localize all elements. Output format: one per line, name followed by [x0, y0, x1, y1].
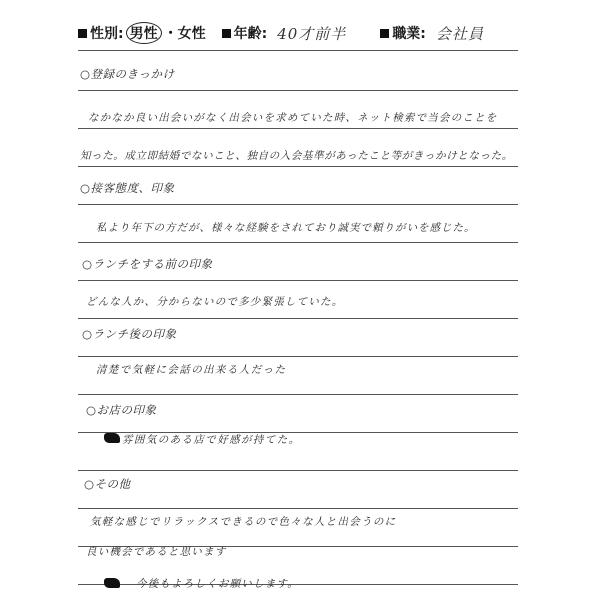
- profile-header: [78, 22, 484, 44]
- ruled-line: [78, 50, 518, 51]
- square-bullet-icon: [380, 29, 389, 38]
- other-line-3: 今後もよろしくお願いします。: [136, 578, 299, 590]
- gender-male-circled: 男性: [126, 22, 162, 44]
- occupation-value: 会社員: [435, 24, 484, 43]
- square-bullet-icon: [78, 29, 87, 38]
- ruled-line: [78, 394, 518, 395]
- section-heading-shop: ○お店の印象: [86, 403, 157, 417]
- gender-field: [78, 22, 206, 44]
- ruled-line: [78, 204, 518, 205]
- age-value: 40才前半: [277, 24, 347, 43]
- ruled-line: [78, 166, 518, 167]
- gender-female: 女性: [177, 26, 206, 42]
- ruled-line: [78, 470, 518, 471]
- ruled-line: [78, 128, 518, 129]
- square-bullet-icon: [222, 29, 231, 38]
- age-label: 年齢:: [233, 26, 268, 42]
- section-heading-registration: ○登録のきっかけ: [80, 67, 175, 81]
- ink-mark-icon: [104, 433, 120, 443]
- registration-line-1: なかなか良い出会いがなく出会いを求めていた時、ネット検索で当会のことを: [88, 112, 498, 124]
- section-heading-service: ○接客態度、印象: [80, 181, 175, 195]
- section-heading-after-lunch: ○ランチ後の印象: [82, 327, 177, 341]
- after-lunch-line-1: 清楚で気軽に会話の出来る人だった: [96, 364, 287, 376]
- occupation-field: [380, 23, 484, 44]
- service-line-1: 私より年下の方だが、様々な経験をされており誠実で頼りがいを感じた。: [96, 222, 476, 234]
- ruled-line: [78, 318, 518, 319]
- section-heading-before-lunch: ○ランチをする前の印象: [82, 257, 213, 271]
- gender-label: 性別:: [90, 26, 124, 42]
- section-heading-other: ○その他: [84, 477, 131, 491]
- ruled-line: [78, 356, 518, 357]
- other-line-1: 気軽な感じでリラックスできるので色々な人と出会うのに: [90, 516, 397, 528]
- gender-separator: ・: [163, 26, 178, 42]
- shop-line-1: 雰囲気のある店で好感が持てた。: [122, 434, 301, 446]
- ruled-line: [78, 242, 518, 243]
- registration-line-2: 知った。成立即結婚でないこと、独自の入会基準があったこと等がきっかけとなった。: [80, 150, 513, 162]
- before-lunch-line-1: どんな人か、分からないので多少緊張していた。: [86, 296, 344, 308]
- other-line-2: 良い機会であると思います: [86, 546, 227, 558]
- ruled-line: [78, 280, 518, 281]
- ink-mark-icon: [104, 578, 120, 588]
- occupation-label: 職業:: [392, 26, 426, 42]
- ruled-line: [78, 508, 518, 509]
- ruled-line: [78, 90, 518, 91]
- age-field: [222, 23, 347, 44]
